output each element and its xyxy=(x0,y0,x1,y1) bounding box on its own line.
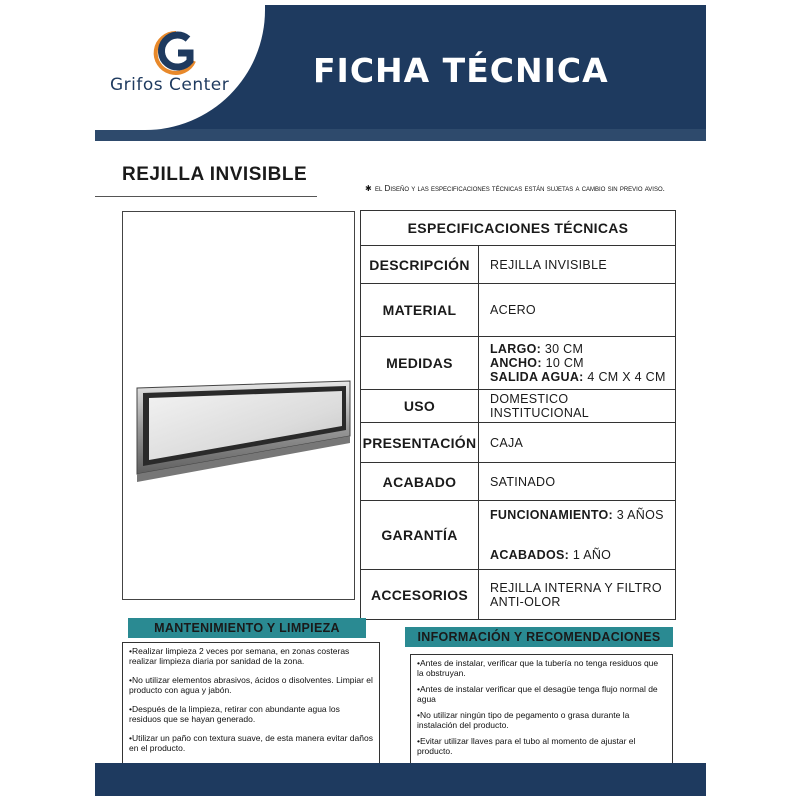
list-item: •Realizar limpieza 2 veces por semana, en zonas costeras realizar limpieza diaria por sanidad de la zona. xyxy=(129,646,350,666)
spec-label: PRESENTACIÓN xyxy=(361,423,479,463)
spec-value: FUNCIONAMIENTO: 3 AÑOS ACABADOS: 1 AÑO xyxy=(479,501,676,570)
spec-row-accesorios xyxy=(361,570,676,620)
spec-label: MEDIDAS xyxy=(361,337,479,390)
spec-value: CAJA xyxy=(479,423,676,463)
spec-label: ACCESORIOS xyxy=(361,570,479,620)
spec-row-garantia xyxy=(361,501,676,570)
spec-row-medidas xyxy=(361,337,676,390)
divider xyxy=(95,196,317,197)
brand-name: Grifos Center xyxy=(110,75,230,95)
grifos-center-logo-icon xyxy=(150,27,202,79)
footer-bar xyxy=(95,763,706,796)
product-image-frame xyxy=(122,211,355,600)
list-item: •No utilizar ningún tipo de pegamento o grasa durante la instalación del producto. xyxy=(417,710,630,730)
product-name: REJILLA INVISIBLE xyxy=(122,164,308,185)
list-item: •Utilizar un paño con textura suave, de esta manera evitar daños en el producto. xyxy=(129,733,373,753)
spec-value: LARGO: 30 CM ANCHO: 10 CM SALIDA AGUA: 4 CM X 4 CM xyxy=(479,337,676,390)
technical-sheet xyxy=(95,0,706,800)
list-item: •Antes de instalar verificar que el desagüe tenga flujo normal de agua xyxy=(417,684,658,704)
list-item: •Después de la limpieza, retirar con abundante agua los residuos que se hayan generado. xyxy=(129,704,340,724)
spec-value: ACERO xyxy=(479,284,676,337)
spec-table-heading: ESPECIFICACIONES TÉCNICAS xyxy=(361,211,676,246)
spec-value: DOMESTICO INSTITUCIONAL xyxy=(479,390,676,423)
header-stripe xyxy=(95,129,706,141)
spec-value: REJILLA INTERNA Y FILTRO ANTI-OLOR xyxy=(479,570,676,620)
spec-label: USO xyxy=(361,390,479,423)
maintenance-box xyxy=(122,642,380,767)
spec-row-presentacion xyxy=(361,423,676,463)
product-image xyxy=(123,212,354,599)
list-item: •No utilizar elementos abrasivos, ácidos o disolventes. Limpiar el producto con agua y jabón. xyxy=(129,675,373,695)
spec-label: ACABADO xyxy=(361,463,479,501)
page-title: FICHA TÉCNICA xyxy=(313,51,609,90)
change-notice-text: el Diseño y las especificaciones técnicas están sujetas a cambio sin previo aviso. xyxy=(375,184,665,193)
spec-value: SATINADO xyxy=(479,463,676,501)
spec-label: GARANTÍA xyxy=(361,501,479,570)
spec-row-material xyxy=(361,284,676,337)
maintenance-heading: MANTENIMIENTO Y LIMPIEZA xyxy=(128,618,366,638)
spec-label: DESCRIPCIÓN xyxy=(361,246,479,284)
list-item: •Evitar utilizar llaves para el tubo al momento de ajustar el producto. xyxy=(417,736,636,756)
recommendations-box xyxy=(410,654,673,767)
spec-row-uso xyxy=(361,390,676,423)
spec-table xyxy=(360,210,676,620)
spec-label: MATERIAL xyxy=(361,284,479,337)
list-item: •Antes de instalar, verificar que la tubería no tenga residuos que la obstruyan. xyxy=(417,658,659,678)
spec-value: REJILLA INVISIBLE xyxy=(479,246,676,284)
header-banner xyxy=(95,5,706,141)
recommendations-heading: INFORMACIÓN Y RECOMENDACIONES xyxy=(405,627,673,647)
star-bullet-icon: ✱ xyxy=(365,184,372,193)
spec-row-descripcion xyxy=(361,246,676,284)
spec-row-acabado xyxy=(361,463,676,501)
change-notice xyxy=(365,184,675,193)
